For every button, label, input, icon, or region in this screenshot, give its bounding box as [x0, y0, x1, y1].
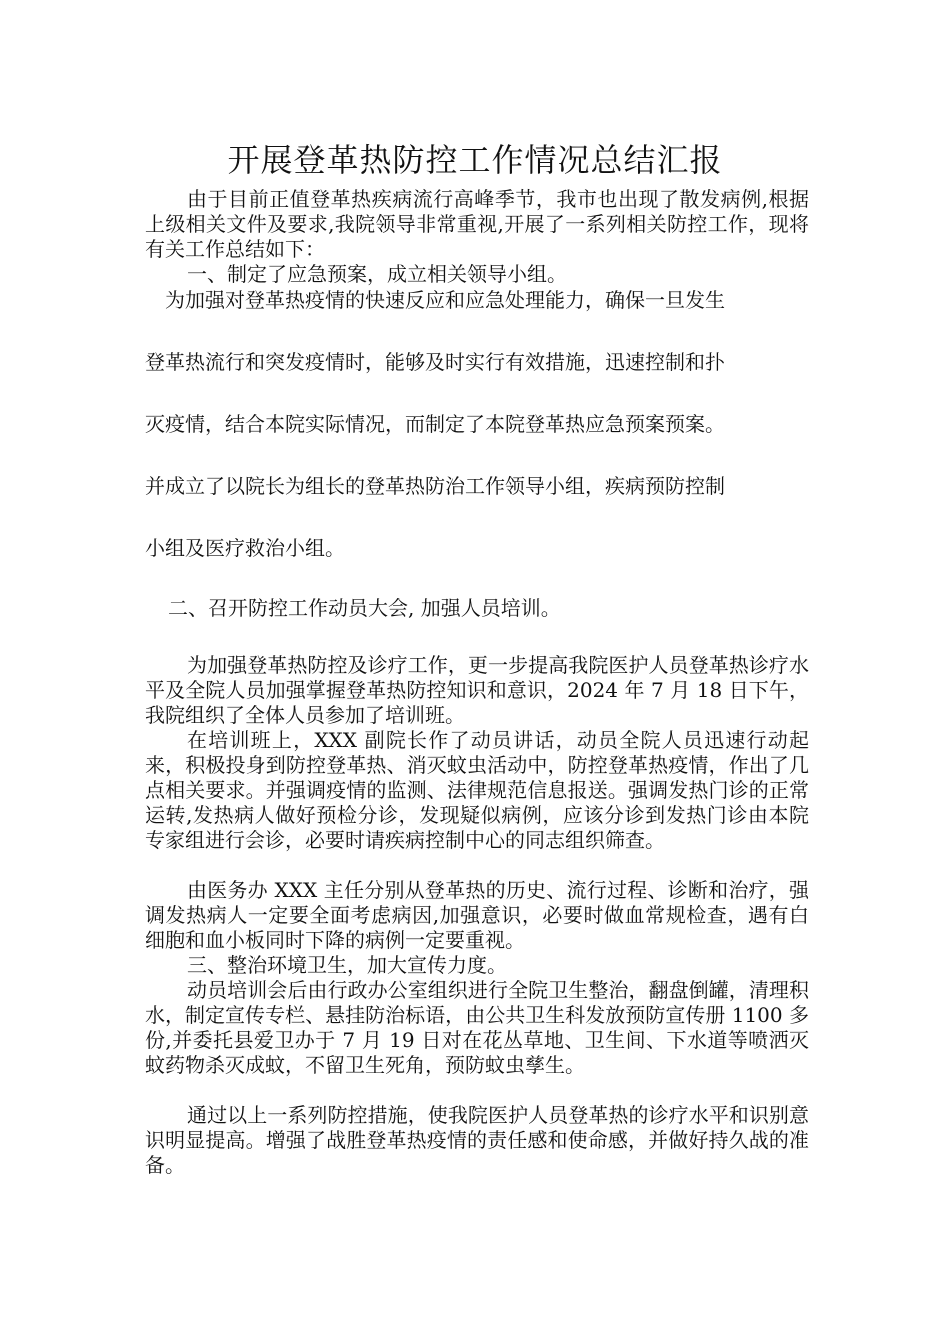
section3-paragraph: 动员培训会后由行政办公室组织进行全院卫生整治，翻盘倒罐，清理积水，制定宣传专栏、悬挂防治标语，由公共卫生科发放预防宣传册 1100 多份,并委托县爱卫办于 7 月 19 日对在花丛草地、卫生间、下水道等喷洒灭蚊药物杀灭成蚊，不留卫生死角，预防蚊虫孳生。	[145, 978, 809, 1077]
section-heading-1: 一、制定了应急预案，成立相关领导小组。	[187, 262, 567, 286]
section2-paragraph-training: 为加强登革热防控及诊疗工作，更一步提高我院医护人员登革热诊疗水平及全院人员加强掌握登革热防控知识和意识，2024 年 7 月 18 日下午，我院组织了全体人员参加了培训班。	[145, 653, 809, 727]
section1-line: 为加强对登革热疫情的快速反应和应急处理能力，确保一旦发生	[165, 288, 725, 312]
section1-line: 灭疫情，结合本院实际情况，而制定了本院登革热应急预案预案。	[145, 412, 725, 436]
section2-paragraph-mobilization: 在培训班上，XXX 副院长作了动员讲话，动员全院人员迅速行动起来，积极投身到防控登革热、消灭蚊虫活动中，防控登革热疫情，作出了几点相关要求。并强调疫情的监测、法律规范信息报送。强调发热门诊的正常运转,发热病人做好预检分诊，发现疑似病例，应该分诊到发热门诊由本院专家组进行会诊，必要时请疾病控制中心的同志组织筛查。	[145, 728, 809, 852]
section2-paragraph-medical-office: 由医务办 XXX 主任分别从登革热的历史、流行过程、诊断和治疗，强调发热病人一定要全面考虑病因,加强意识，必要时做血常规检查，遇有白细胞和血小板同时下降的病例一定要重视。	[145, 878, 809, 952]
section1-line: 并成立了以院长为组长的登革热防治工作领导小组，疾病预防控制	[145, 474, 725, 498]
intro-paragraph: 由于目前正值登革热疾病流行高峰季节，我市也出现了散发病例,根据上级相关文件及要求,我院领导非常重视,开展了一系列相关防控工作，现将有关工作总结如下：	[145, 187, 809, 261]
section1-line: 登革热流行和突发疫情时，能够及时实行有效措施，迅速控制和扑	[145, 350, 725, 374]
section-heading-3: 三、整治环境卫生，加大宣传力度。	[187, 953, 507, 977]
conclusion-paragraph: 通过以上一系列防控措施，使我院医护人员登革热的诊疗水平和识别意识明显提高。增强了战胜登革热疫情的责任感和使命感，并做好持久战的准备。	[145, 1103, 809, 1177]
document-title: 开展登革热防控工作情况总结汇报	[227, 141, 723, 179]
section1-line: 小组及医疗救治小组。	[145, 536, 345, 560]
section-heading-2: 二、召开防控工作动员大会, 加强人员培训。	[168, 596, 561, 620]
